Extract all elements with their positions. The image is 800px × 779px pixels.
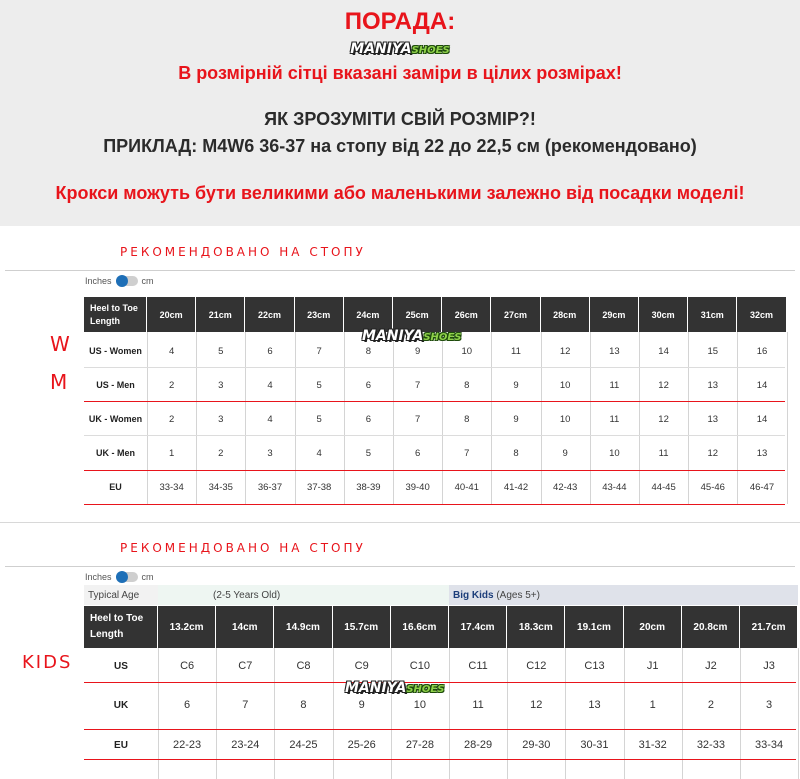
inches-label: Inches: [85, 572, 112, 582]
size-header-cell: 17.4cm: [449, 606, 507, 648]
column-separator: [590, 332, 591, 504]
size-cell: 30-31: [580, 739, 609, 751]
column-separator: [344, 332, 345, 504]
size-header-cell: 20cm: [624, 606, 682, 648]
size-cell: 45-46: [700, 481, 725, 493]
size-header-cell: 24cm: [344, 297, 393, 332]
advice-line-question: ЯК ЗРОЗУМІТИ СВІЙ РОЗМІР?!: [264, 109, 536, 129]
size-cell: 43-44: [602, 481, 627, 493]
size-header-cell: 25cm: [393, 297, 442, 332]
size-cell: 3: [218, 379, 224, 391]
size-cell: 12: [530, 699, 543, 711]
size-cell: 16: [756, 345, 768, 357]
row-separator: [84, 401, 785, 402]
size-cell: 8: [464, 379, 470, 391]
size-cell: 13: [588, 699, 601, 711]
size-cell: 13: [756, 447, 768, 459]
size-cell: 4: [267, 413, 273, 425]
big-kids-age-band: [449, 585, 798, 605]
size-cell: 4: [316, 447, 322, 459]
size-cell: 9: [513, 413, 519, 425]
maniyashoes-watermark: MANIYASHOES: [345, 680, 445, 696]
size-cell: 2: [168, 379, 175, 391]
column-separator: [196, 332, 197, 504]
size-cell: 10: [559, 413, 571, 425]
adult-unit-toggle-row: [85, 276, 154, 286]
size-cell: 8: [464, 413, 470, 425]
size-cell: 38-39: [356, 481, 381, 493]
column-separator: [295, 332, 296, 504]
maniyashoes-logo: MANIYASHOES: [350, 41, 450, 57]
table-bottom-line: [84, 504, 785, 505]
cm-label: cm: [141, 276, 154, 286]
unit-toggle-switch[interactable]: [116, 276, 138, 286]
size-cell: 40-41: [454, 481, 479, 493]
unit-toggle-switch[interactable]: [116, 572, 138, 582]
advice-panel: [0, 0, 800, 226]
size-header-cell: 21cm: [196, 297, 245, 332]
size-cell: 2: [168, 413, 175, 425]
size-cell: 22-23: [173, 739, 202, 751]
size-cell: 14: [658, 345, 669, 357]
size-cell: 11: [472, 699, 484, 711]
size-cell: 2: [707, 699, 714, 711]
advice-line-measurements: В розмірній сітці вказані заміри в цілих розмірах!: [178, 63, 622, 83]
size-cell: 44-45: [651, 481, 676, 493]
size-cell: C6: [180, 660, 195, 672]
size-cell: 11: [609, 413, 620, 425]
size-cell: C9: [354, 660, 369, 672]
size-header-cell: 21.7cm: [740, 606, 798, 648]
size-cell: 12: [559, 345, 571, 357]
row-label: UK: [113, 699, 129, 711]
size-cell: 14: [756, 379, 768, 391]
size-header-cell: 14cm: [216, 606, 274, 648]
size-cell: 14: [756, 413, 768, 425]
size-cell: 3: [218, 413, 224, 425]
size-cell: 5: [316, 413, 322, 425]
heel-to-toe-header: Heel to Toe Length: [84, 606, 158, 648]
size-header-cell: 32cm: [737, 297, 786, 332]
size-header-cell: 30cm: [639, 297, 688, 332]
size-cell: 6: [184, 699, 191, 711]
size-cell: C13: [584, 660, 605, 672]
size-cell: 28-29: [464, 739, 493, 751]
size-cell: C7: [238, 660, 253, 672]
size-cell: 31-32: [638, 739, 667, 751]
typical-age-label: Typical Age: [84, 585, 158, 605]
size-cell: 27-28: [405, 739, 434, 751]
size-header-cell: 28cm: [541, 297, 590, 332]
size-cell: 13: [707, 413, 719, 425]
size-cell: 11: [609, 379, 620, 391]
row-separator: [84, 367, 785, 368]
size-cell: 1: [168, 447, 175, 459]
row-label: UK - Women: [88, 414, 143, 424]
size-cell: 8: [513, 447, 519, 459]
size-cell: 11: [658, 447, 669, 459]
size-header-cell: 29cm: [590, 297, 639, 332]
size-cell: 10: [461, 345, 473, 357]
size-cell: 8: [300, 699, 307, 711]
size-cell: 3: [766, 699, 773, 711]
size-cell: 9: [358, 699, 365, 711]
size-cell: 42-43: [553, 481, 578, 493]
advice-line-example: ПРИКЛАД: M4W6 36-37 на стопу від 22 до 22,5 см (рекомендовано): [103, 136, 697, 156]
size-header-cell: 15.7cm: [333, 606, 391, 648]
size-cell: 5: [218, 345, 224, 357]
size-cell: 9: [414, 345, 421, 357]
size-cell: 6: [414, 447, 421, 459]
column-separator: [442, 332, 443, 504]
size-cell: 5: [365, 447, 372, 459]
size-cell: 12: [707, 447, 719, 459]
size-header-cell: 14.9cm: [274, 606, 332, 648]
row-separator: [84, 729, 796, 730]
size-cell: 39-40: [405, 481, 430, 493]
size-cell: 4: [168, 345, 175, 357]
size-header-cell: 31cm: [688, 297, 737, 332]
size-cell: 7: [414, 413, 421, 425]
size-header-cell: 23cm: [295, 297, 344, 332]
row-label: US - Women: [89, 346, 142, 356]
column-separator: [393, 332, 394, 504]
size-header-cell: 18.3cm: [507, 606, 565, 648]
size-cell: 7: [316, 345, 322, 357]
adult-section-label: РЕКОМЕНДОВАНО НА СТОПУ: [120, 245, 366, 259]
size-cell: 36-37: [257, 481, 283, 493]
size-cell: 12: [658, 379, 669, 391]
heel-to-toe-header: Heel to Toe Length: [84, 297, 147, 332]
size-cell: 11: [511, 345, 521, 357]
size-cell: 32-33: [696, 739, 725, 751]
kids-section-label: РЕКОМЕНДОВАНО НА СТОПУ: [120, 541, 366, 555]
size-cell: C11: [468, 660, 488, 672]
adult-divider: [5, 270, 795, 271]
size-cell: 1: [649, 699, 656, 711]
size-header-cell: 16.6cm: [391, 606, 449, 648]
size-cell: 6: [267, 345, 273, 357]
size-header-cell: 20.8cm: [682, 606, 740, 648]
row-separator: [84, 759, 796, 760]
size-cell: 25-26: [347, 739, 376, 751]
size-cell: 23-24: [231, 739, 260, 751]
size-cell: 2: [218, 447, 224, 459]
cm-label: cm: [141, 572, 154, 582]
toggle-knob: [116, 571, 128, 583]
size-cell: 10: [413, 699, 427, 711]
size-cell: 29-30: [522, 739, 551, 751]
row-label: US: [114, 660, 128, 672]
row-separator: [84, 435, 785, 436]
row-label: US - Men: [96, 380, 135, 390]
size-cell: 7: [464, 447, 470, 459]
size-cell: 33-34: [159, 481, 184, 493]
advice-line-fit-warning: Крокси можуть бути великими або маленькими залежно від посадки моделі!: [55, 183, 745, 203]
column-separator: [541, 332, 542, 504]
size-cell: 10: [609, 447, 620, 459]
size-header-cell: 13.2cm: [158, 606, 216, 648]
size-cell: 24-25: [289, 739, 318, 751]
size-cell: J3: [763, 660, 775, 672]
column-separator: [147, 332, 148, 504]
row-label: EU: [109, 482, 122, 492]
column-separator: [688, 332, 689, 504]
size-cell: C12: [526, 660, 547, 672]
size-cell: 10: [559, 379, 571, 391]
column-separator: [737, 332, 738, 504]
inches-label: Inches: [85, 276, 112, 286]
kids-side-label: KIDS: [22, 652, 73, 673]
kids-unit-toggle-row: [85, 572, 154, 582]
big-kids-label: Big Kids: [453, 589, 494, 601]
column-separator: [245, 332, 246, 504]
size-cell: 8: [365, 345, 372, 357]
section-separator: [0, 522, 800, 523]
small-kids-age-band: (2-5 Years Old): [158, 585, 449, 605]
size-header-cell: 26cm: [442, 297, 491, 332]
size-cell: C8: [296, 660, 311, 672]
row-label: UK - Men: [96, 448, 135, 458]
size-header-cell: 22cm: [245, 297, 294, 332]
size-cell: 13: [707, 379, 719, 391]
size-cell: 5: [316, 379, 322, 391]
row-separator: [84, 470, 785, 471]
size-cell: 15: [707, 345, 719, 357]
size-cell: 37-38: [307, 481, 332, 493]
maniyashoes-watermark: MANIYASHOES: [362, 328, 462, 344]
size-header-cell: 20cm: [147, 297, 196, 332]
big-kids-age-range: (Ages 5+): [493, 589, 540, 601]
size-cell: 6: [365, 379, 372, 391]
size-cell: 33-34: [755, 739, 784, 751]
column-separator: [787, 332, 788, 504]
size-cell: C10: [409, 660, 430, 672]
men-side-label: M: [50, 370, 68, 394]
size-cell: 41-42: [503, 481, 529, 493]
kids-divider: [5, 566, 795, 567]
size-header-cell: 27cm: [491, 297, 540, 332]
size-header-cell: 19.1cm: [565, 606, 623, 648]
column-separator: [639, 332, 640, 504]
size-cell: 9: [562, 447, 568, 459]
size-cell: 4: [267, 379, 273, 391]
size-cell: 13: [609, 345, 620, 357]
size-cell: 7: [414, 379, 421, 391]
size-cell: 12: [658, 413, 669, 425]
size-cell: J2: [705, 660, 717, 672]
size-cell: 34-35: [208, 481, 233, 493]
size-cell: J1: [646, 660, 659, 672]
advice-title: ПОРАДА:: [344, 8, 456, 35]
size-cell: 3: [267, 447, 273, 459]
size-cell: 7: [242, 699, 249, 711]
toggle-knob: [116, 275, 128, 287]
column-separator: [798, 648, 799, 779]
size-cell: 6: [365, 413, 372, 425]
column-separator: [491, 332, 492, 504]
size-cell: 46-47: [749, 481, 775, 493]
size-cell: 9: [513, 379, 519, 391]
women-side-label: W: [50, 332, 70, 356]
row-label: EU: [114, 739, 128, 751]
